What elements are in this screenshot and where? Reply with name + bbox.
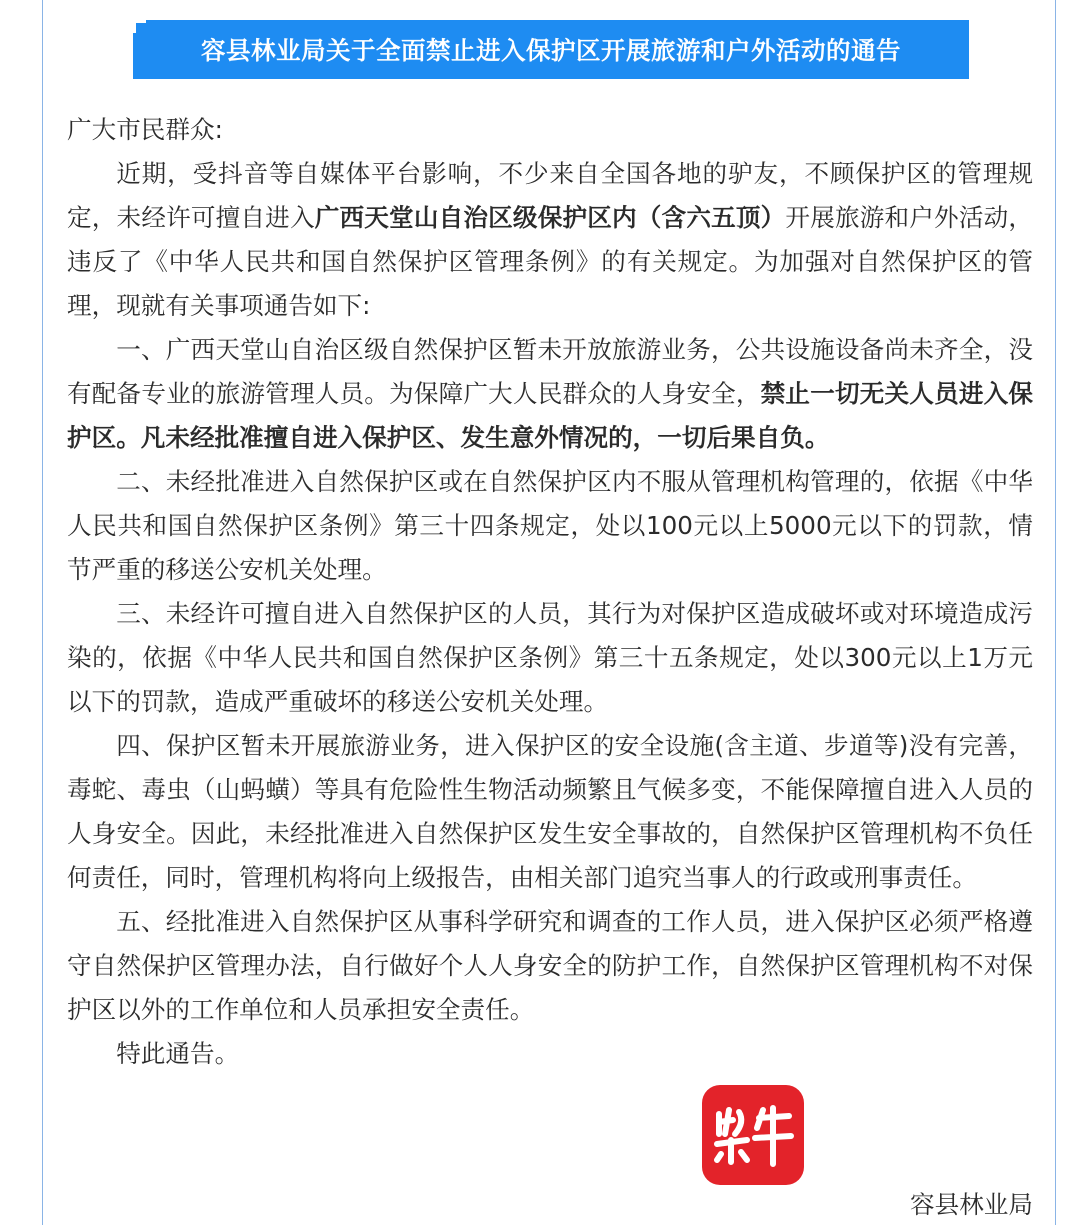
notice-title-text: 容县林业局关于全面禁止进入保护区开展旅游和户外活动的通告 xyxy=(201,36,901,65)
intro-text-2: 开展旅游和户外活动，违反了《中华人民共和国自然保护区管理条例》的有关规定。为加强对自然保护区的管理，现就有关事项通告如下: xyxy=(67,203,1033,320)
item-2-paragraph: 二、未经批准进入自然保护区或在自然保护区内不服从管理机构管理的，依据《中华人民共和国自然保护区条例》第三十四条规定，处以100元以上5000元以下的罚款，情节严重的移送公安机关处理。 xyxy=(67,467,1033,584)
item-1-bold-text: 禁止一切无关人员进入保护区。凡未经批准擅自进入保护区、发生意外情况的，一切后果自负。 xyxy=(67,379,1033,452)
zi-niu-logo-mark xyxy=(711,1100,795,1170)
intro-paragraph xyxy=(67,152,1033,328)
intro-text-1: 近期，受抖音等自媒体平台影响，不少来自全国各地的驴友，不顾保护区的管理规定，未经许可擅自进入 xyxy=(67,159,1033,232)
closing-paragraph: 特此通告。 xyxy=(116,1039,240,1068)
zi-niu-logo xyxy=(702,1085,804,1185)
intro-bold-text: 广西天堂山自治区级保护区内（含六五顶） xyxy=(314,203,786,232)
item-1-paragraph xyxy=(67,328,1033,460)
item-3-paragraph: 三、未经许可擅自进入自然保护区的人员，其行为对保护区造成破坏或对环境造成污染的，依据《中华人民共和国自然保护区条例》第三十五条规定，处以300元以上1万元以下的罚款，造成严重破坏的移送公安机关处理。 xyxy=(67,599,1033,716)
notice-title xyxy=(133,20,969,79)
item-1-text: 一、广西天堂山自治区级自然保护区暂未开放旅游业务，公共设施设备尚未齐全，没有配备专业的旅游管理人员。为保障广大人民群众的人身安全， xyxy=(67,335,1033,408)
item-4-paragraph: 四、保护区暂未开展旅游业务，进入保护区的安全设施(含主道、步道等)没有完善，毒蛇、毒虫（山蚂蟥）等具有危险性生物活动频繁且气候多变，不能保障擅自进入人员的人身安全。因此，未经批准进入自然保护区发生安全事故的，自然保护区管理机构不负任何责任，同时，管理机构将向上级报告，由相关部门追究当事人的行政或刑事责任。 xyxy=(67,731,1033,892)
notice-body xyxy=(67,108,1033,1076)
salutation: 广大市民群众: xyxy=(67,115,223,144)
signature: 容县林业局 xyxy=(910,1190,1033,1219)
item-5-paragraph: 五、经批准进入自然保护区从事科学研究和调查的工作人员，进入保护区必须严格遵守自然保护区管理办法，自行做好个人人身安全的防护工作，自然保护区管理机构不对保护区以外的工作单位和人员承担安全责任。 xyxy=(67,907,1033,1024)
title-corner-decoration xyxy=(133,20,146,33)
